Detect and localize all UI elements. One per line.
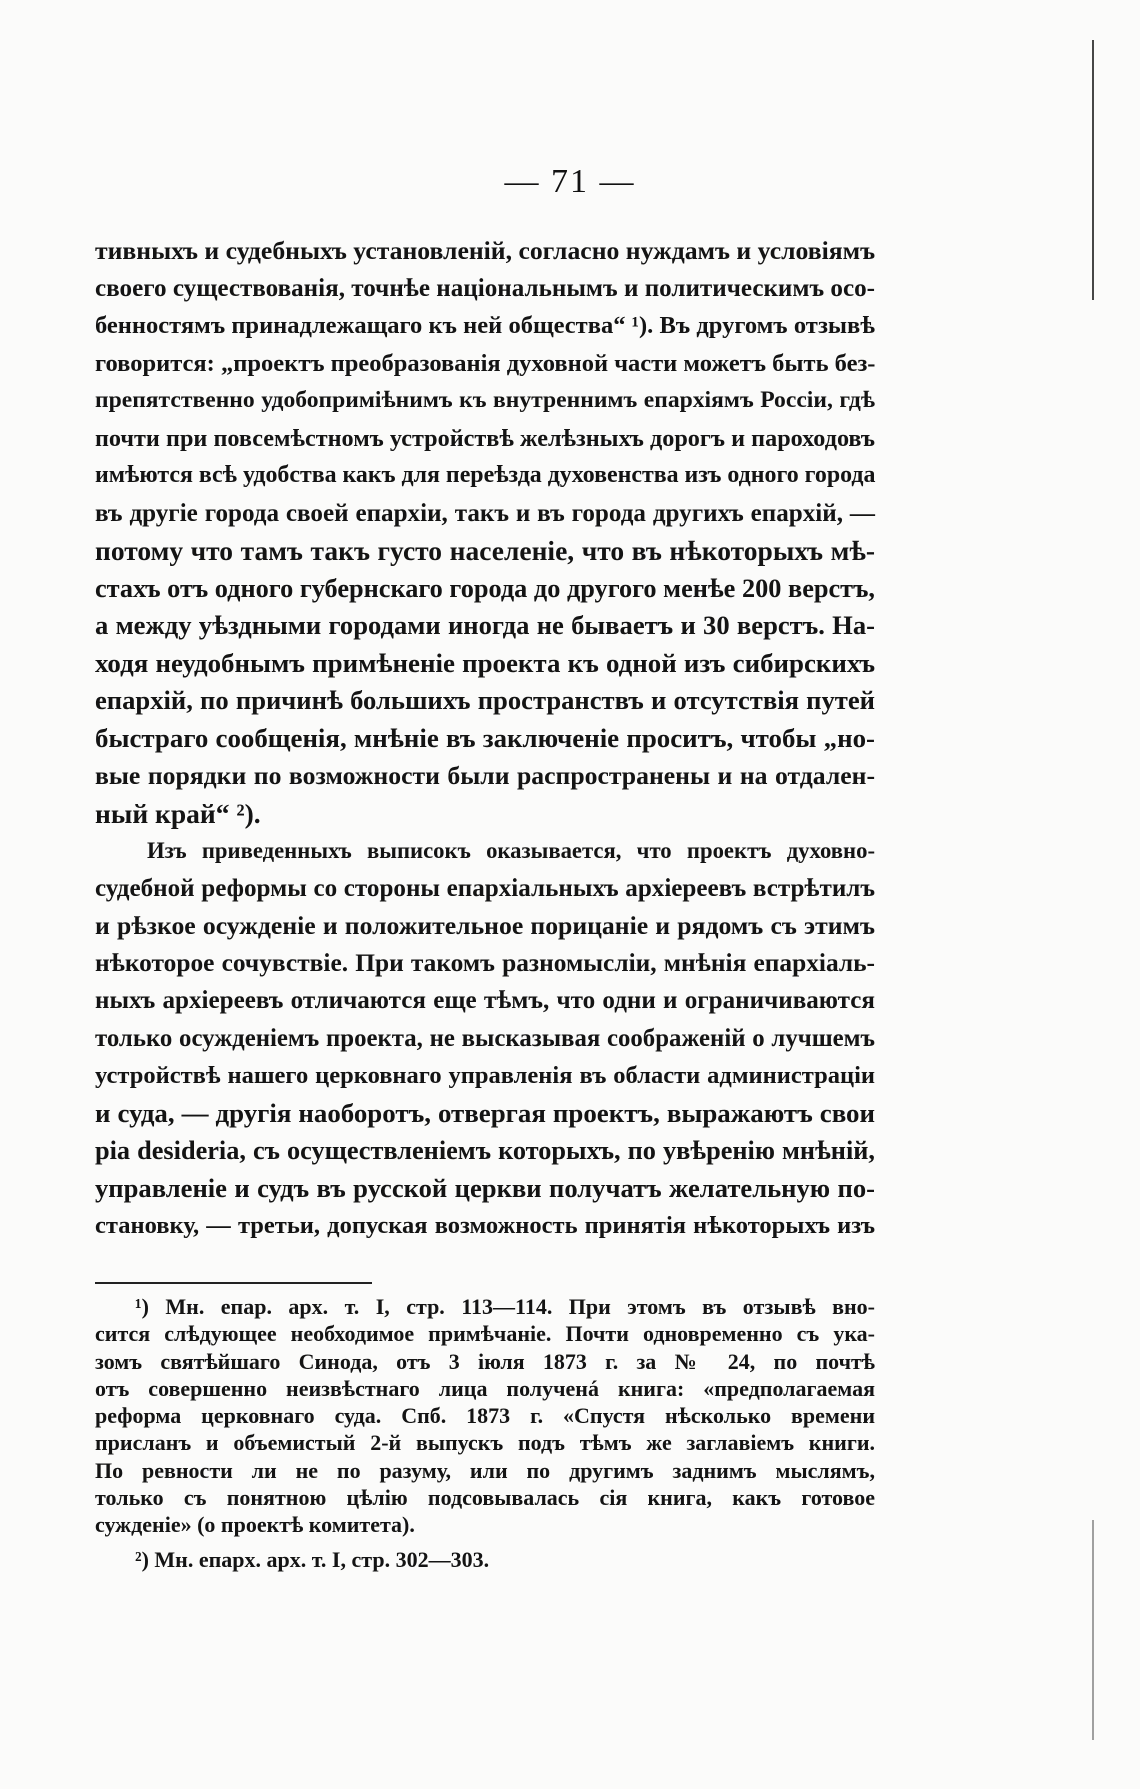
text-line: своего существованія, точнѣе національнымъ и политическимъ осо- bbox=[95, 274, 875, 302]
footnote-1-line: только съ понятною цѣлію подсовывалась сія книга, какъ готовое bbox=[95, 1485, 875, 1511]
text-line: препятственно удобоприміѣнимъ къ внутреннимъ епархіямъ Россіи, гдѣ bbox=[95, 387, 875, 413]
text-line: имѣются всѣ удобства какъ для переѣзда духовенства изъ одного города bbox=[95, 462, 876, 488]
text-line: бенностямъ принадлежащаго къ ней общества“ ¹). Въ другомъ отзывѣ bbox=[95, 312, 875, 339]
text-line: а между уѣздными городами иногда не бываетъ и 30 верстъ. На- bbox=[95, 610, 875, 640]
text-line: ходя неудобнымъ примѣненіе проекта къ одной изъ сибирскихъ bbox=[95, 647, 875, 678]
text-line: въ другіе города своей епархіи, такъ и въ города другихъ епархій, — bbox=[95, 499, 875, 527]
footnote-1-line: зомъ святѣйшаго Синода, отъ 3 іюля 1873 г. за № 24, по почтѣ bbox=[95, 1348, 875, 1374]
footnote-1-line: реформа церковнаго суда. Спб. 1873 г. «Спустя нѣсколько времени bbox=[95, 1403, 875, 1429]
text-line: ный край“ ²). bbox=[95, 797, 261, 829]
text-line: только осужденіемъ проекта, не высказывая соображеній о лучшемъ bbox=[95, 1024, 875, 1052]
text-line: нѣкоторое сочувствіе. При такомъ разномысліи, мнѣнія епархіаль- bbox=[95, 948, 875, 977]
footnote-1-line: сится слѣдующее необходимое примѣчаніе. Почти одновременно съ ука- bbox=[95, 1321, 875, 1347]
text-line: судебной реформы со стороны епархіальныхъ архіереевъ встрѣтилъ bbox=[95, 874, 875, 902]
footnote-1-line: отъ совершенно неизвѣстнаго лица полученá книга: «предполагаемая bbox=[95, 1375, 875, 1401]
main-text bbox=[95, 232, 875, 1245]
text-line: почти при повсемѣстномъ устройствѣ желѣзныхъ дорогъ и пароходовъ bbox=[95, 424, 875, 452]
footnote-1-line: ¹) Мн. епар. арх. т. I, стр. 113—114. При этомъ въ отзывѣ вно- bbox=[135, 1294, 875, 1319]
text-line: и рѣзкое осужденіе и положительное порицаніе и рядомъ съ этимъ bbox=[95, 911, 875, 940]
scan-edge-line-lower bbox=[1092, 1520, 1094, 1740]
text-line: управленіе и судъ въ русской церкви получатъ желательную по- bbox=[95, 1172, 875, 1203]
text-line: становку, — третьи, допуская возможность принятія нѣкоторыхъ изъ bbox=[95, 1212, 875, 1239]
text-line: вые порядки по возможности были распространены и на отдален- bbox=[95, 761, 875, 790]
page-number: — 71 — bbox=[504, 163, 636, 200]
text-line: устройствѣ нашего церковнаго управленія въ области администраціи bbox=[95, 1062, 875, 1089]
text-line: и суда, — другія наоборотъ, отвергая проектъ, выражаютъ свои bbox=[95, 1097, 875, 1128]
text-line: pia desideria, съ осуществленіемъ которыхъ, по увѣренію мнѣній, bbox=[95, 1136, 875, 1165]
text-line: ныхъ архіереевъ отличаются еще тѣмъ, что одни и ограничиваются bbox=[95, 987, 875, 1014]
text-line: быстраго сообщенія, мнѣніе въ заключеніе проситъ, чтобы „но- bbox=[95, 722, 875, 753]
footnotes bbox=[95, 1293, 875, 1573]
footnote-1-line: По ревности ли не по разуму, или по другимъ заднимъ мыслямъ, bbox=[95, 1457, 875, 1483]
footnote-separator bbox=[95, 1282, 372, 1284]
text-line: стахъ отъ одного губернскаго города до другого менѣе 200 верстъ, bbox=[95, 573, 875, 603]
footnote-1-line: присланъ и объемистый 2-й выпускъ подъ тѣмъ же заглавіемъ книги. bbox=[95, 1430, 875, 1456]
text-line: епархій, по причинѣ большихъ пространствъ и отсутствія путей bbox=[95, 685, 875, 715]
text-line: потому что тамъ такъ густо населеніе, что въ нѣкоторыхъ мѣ- bbox=[95, 535, 875, 566]
text-line: говорится: „проектъ преобразованія духовной части можетъ быть без- bbox=[95, 349, 876, 377]
text-line: тивныхъ и судебныхъ установленій, согласно нуждамъ и условіямъ bbox=[95, 236, 876, 265]
footnote-2-line: ²) Мн. епарх. арх. т. I, стр. 302—303. bbox=[135, 1546, 490, 1572]
paragraph-start-line: Изъ приведенныхъ выписокъ оказывается, что проектъ духовно- bbox=[147, 838, 875, 863]
footnote-1-line: сужденіе» (о проектѣ комитета). bbox=[95, 1512, 415, 1538]
